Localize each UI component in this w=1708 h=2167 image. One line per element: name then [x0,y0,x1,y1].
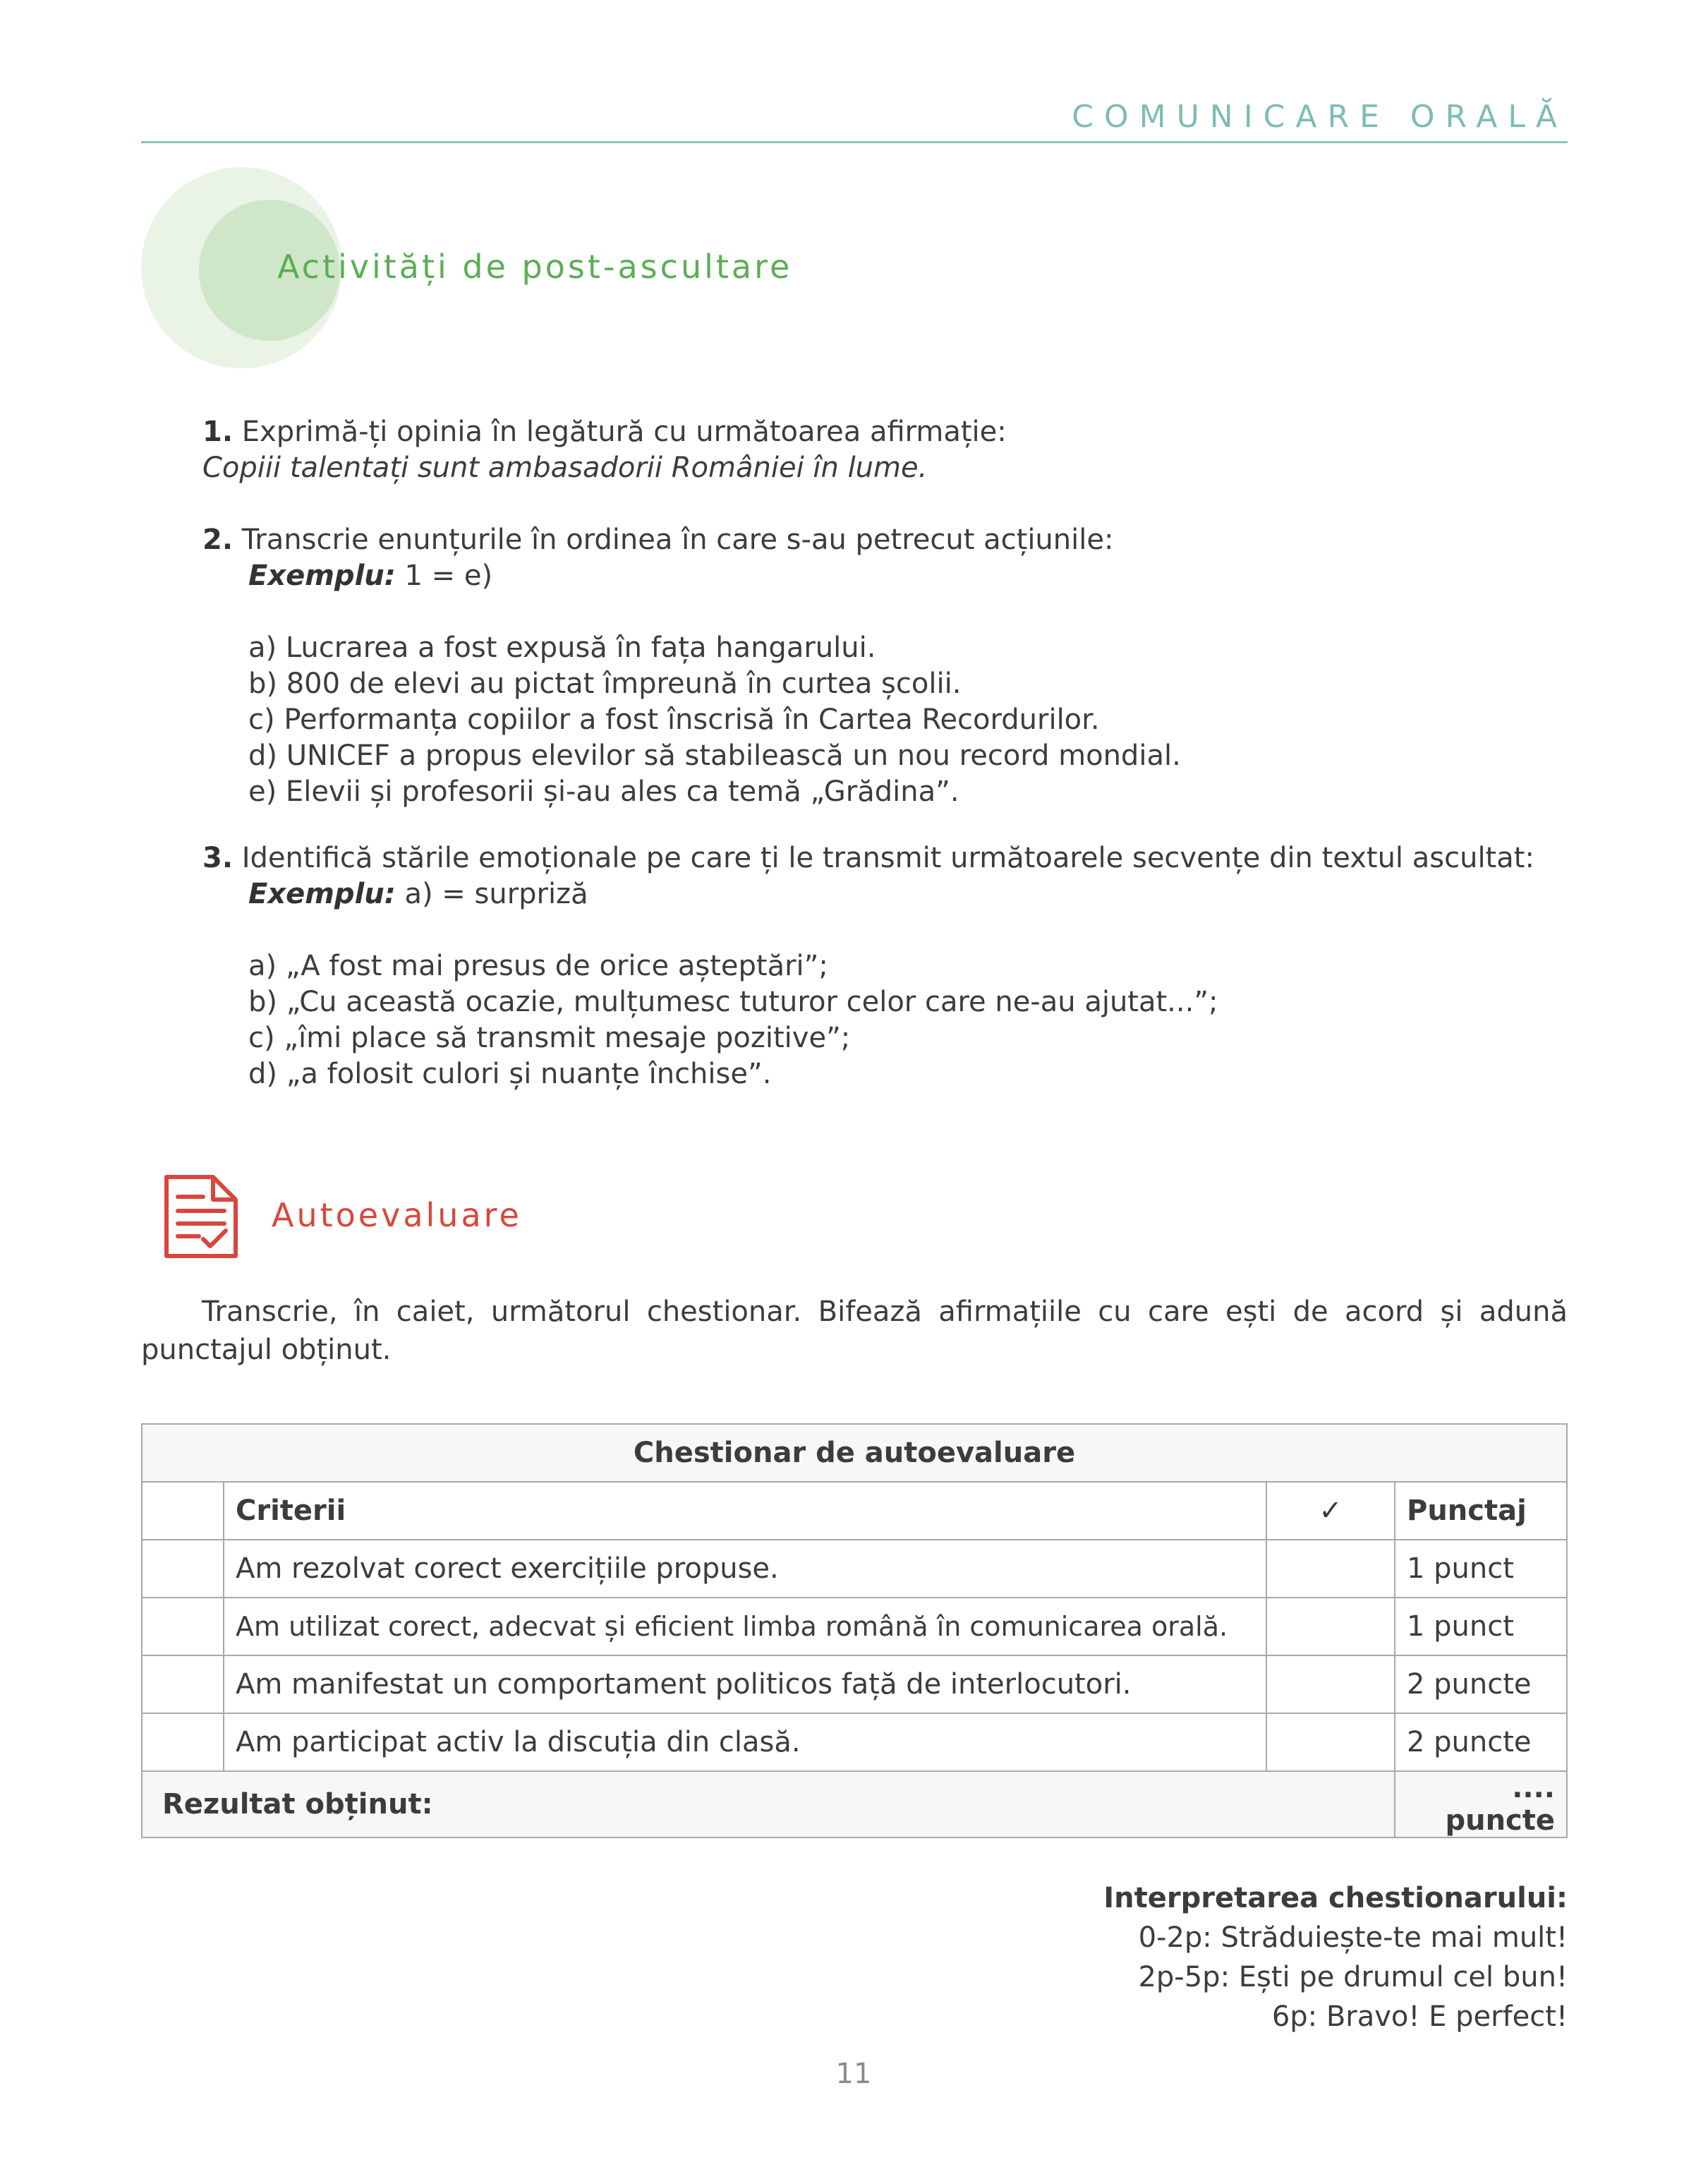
exercise-number: 1. [202,416,234,448]
list-item: b) 800 de elevi au pictat împreună în curtea școlii. [248,668,962,700]
list-item: c) „îmi place să transmit mesaje pozitive”; [248,1022,851,1054]
table-result-row [142,1771,1567,1837]
document-check-icon [162,1173,240,1260]
exercise-1 [202,414,1007,450]
autoevaluare-instruction: Transcrie, în caiet, următorul chestionar. Bifează afirmațiile cu care ești de acord și adună punctajul obținut. [141,1296,1568,1366]
exercise-3-example [248,876,588,912]
table-cell-empty [142,1598,224,1655]
list-item: a) Lucrarea a fost expusă în fața hangarului. [248,632,876,664]
check-cell [1266,1713,1395,1771]
example-label: Exemplu: [248,560,396,592]
criteriu-cell: Am rezolvat corect exercițiile propuse. [224,1540,1266,1598]
result-label: Rezultat obținut: [142,1771,1395,1837]
table-cell-empty [142,1540,224,1598]
page-number: 11 [835,2058,872,2090]
table-cell-empty [142,1713,224,1771]
exercise-2 [202,522,1113,558]
list-item: a) „A fost mai presus de orice așteptări”; [248,950,828,982]
table-title-row [142,1424,1567,1482]
interpretation-line: 0-2p: Străduiește-te mai mult! [1138,1921,1568,1954]
table-header-row [142,1482,1567,1540]
criteriu-cell: Am manifestat un comportament politicos față de interlocutori. [224,1655,1266,1713]
interpretation-line: 6p: Bravo! E perfect! [1271,2000,1568,2033]
check-cell [1266,1540,1395,1598]
section-title: Activități de post-ascultare [277,248,793,286]
criteriu-cell: Am utilizat corect, adecvat și eficient limba română în comunicarea orală. [224,1598,1266,1655]
autoevaluare-title: Autoevaluare [272,1196,522,1234]
column-header-check: ✓ [1266,1482,1395,1540]
exercise-text: Identifică stările emoționale pe care ți le transmit următoarele secvențe din textul ascultat: [233,842,1534,874]
example-label: Exemplu: [248,878,396,910]
questionnaire-table [141,1423,1568,1838]
interpretation-title: Interpretarea chestionarului: [1103,1882,1568,1914]
punctaj-cell: 1 punct [1395,1540,1567,1598]
exercise-1-quote: Copiii talentați sunt ambasadorii României în lume. [202,452,928,484]
result-value: .... puncte [1395,1771,1567,1837]
table-row [142,1540,1567,1598]
punctaj-cell: 1 punct [1395,1598,1567,1655]
chapter-header: COMUNICARE ORALĂ [1072,99,1568,135]
interpretation-line: 2p-5p: Ești pe drumul cel bun! [1138,1961,1568,1993]
exercise-3 [202,840,1534,876]
exercise-number: 3. [202,842,234,874]
list-item: d) UNICEF a propus elevilor să stabilească un nou record mondial. [248,740,1181,772]
table-cell-empty [142,1482,224,1540]
punctaj-cell: 2 puncte [1395,1713,1567,1771]
header-divider [141,141,1568,143]
exercise-text: Exprimă-ți opinia în legătură cu următoarea afirmație: [233,416,1007,448]
list-item: c) Performanța copiilor a fost înscrisă în Cartea Recordurilor. [248,704,1100,736]
exercise-2-example [248,558,492,594]
check-cell [1266,1655,1395,1713]
list-item: e) Elevii și profesorii și-au ales ca temă „Grădina”. [248,775,959,808]
column-header-criterii: Criterii [224,1482,1266,1540]
table-row [142,1655,1567,1713]
example-value: 1 = e) [395,560,493,592]
criteriu-cell: Am participat activ la discuția din clasă. [224,1713,1266,1771]
table-row [142,1713,1567,1771]
table-cell-empty [142,1655,224,1713]
punctaj-cell: 2 puncte [1395,1655,1567,1713]
table-row [142,1598,1567,1655]
list-item: b) „Cu această ocazie, mulțumesc tuturor celor care ne-au ajutat...”; [248,986,1218,1018]
check-cell [1266,1598,1395,1655]
example-value: a) = surpriză [395,878,588,910]
exercise-text: Transcrie enunțurile în ordinea în care s-au petrecut acțiunile: [233,524,1114,556]
table-title: Chestionar de autoevaluare [142,1424,1567,1482]
list-item: d) „a folosit culori și nuanțe închise”. [248,1058,772,1090]
column-header-punctaj: Punctaj [1395,1482,1567,1540]
exercise-number: 2. [202,524,234,556]
